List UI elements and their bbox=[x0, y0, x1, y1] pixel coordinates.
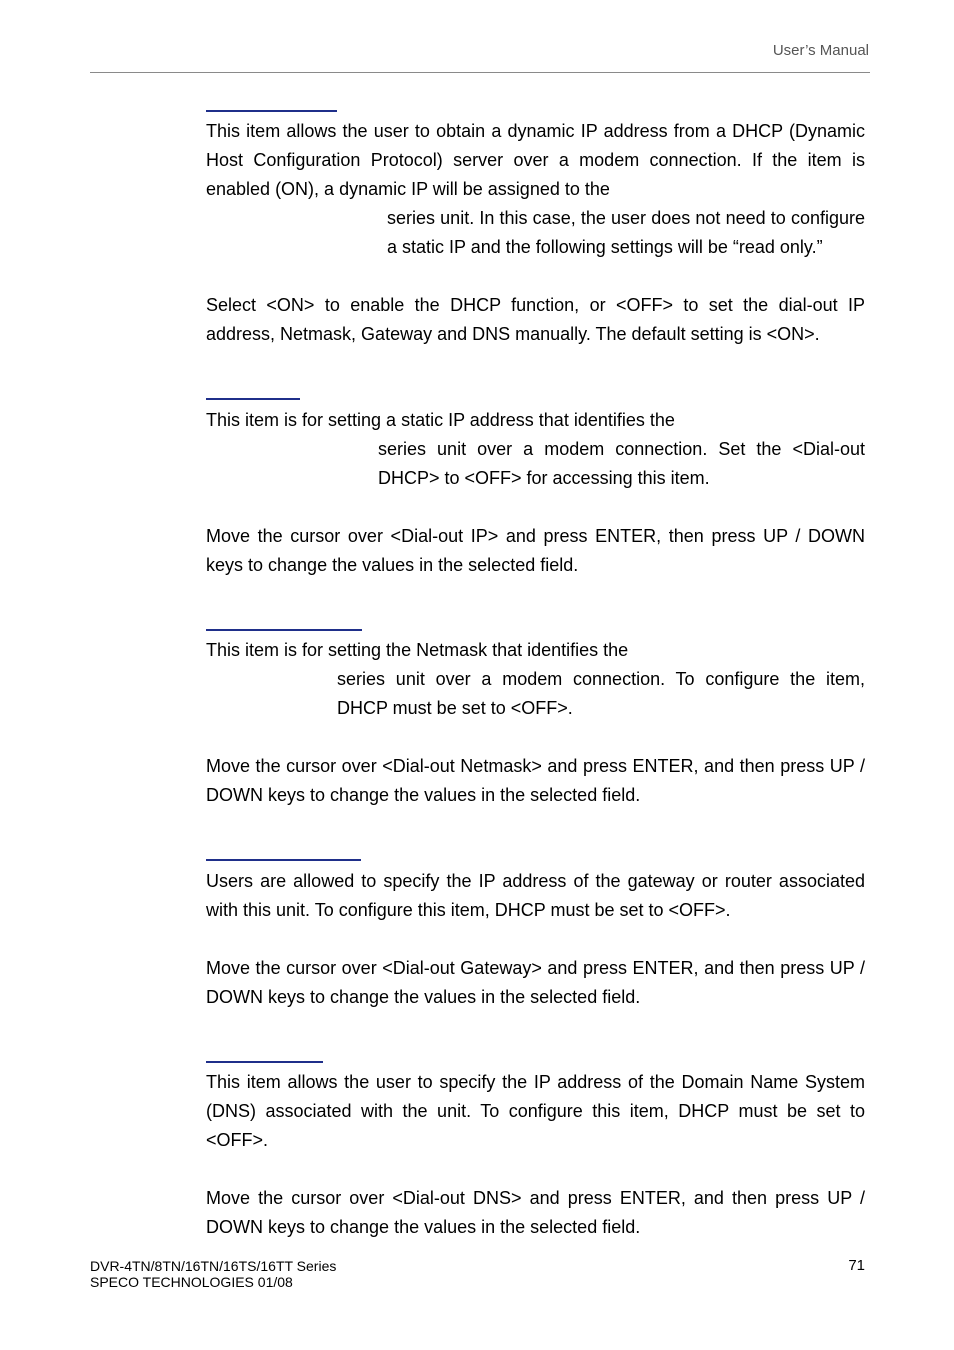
section-dialout-ip bbox=[206, 398, 865, 580]
section-dialout-dhcp bbox=[206, 110, 865, 349]
header-divider bbox=[90, 72, 870, 73]
section-paragraph-continued: series unit. In this case, the user does not need to configure a static IP and the following settings will be “read only.” bbox=[387, 208, 865, 257]
section-paragraph: This item allows the user to specify the IP address of the Domain Name System (DNS) associated with the unit. To configure this item, DHCP must be set to <OFF>. bbox=[206, 1072, 865, 1150]
section-instruction: Move the cursor over <Dial-out DNS> and press ENTER, and then press UP / DOWN keys to change the values in the selected field. bbox=[206, 1188, 865, 1237]
section-instruction: Move the cursor over <Dial-out Gateway> and press ENTER, and then press UP / DOWN keys to change the values in the selected field. bbox=[206, 958, 865, 1007]
section-heading-rule bbox=[206, 1061, 323, 1063]
section-paragraph: This item is for setting the Netmask that identifies the bbox=[206, 640, 629, 660]
section-dialout-dns bbox=[206, 1061, 865, 1242]
section-heading-rule bbox=[206, 629, 362, 631]
section-heading-rule bbox=[206, 398, 300, 400]
section-paragraph: This item allows the user to obtain a dynamic IP address from a DHCP (Dynamic Host Configuration Protocol) server over a modem connection. If the item is enabled (ON), a dynamic IP will be assigned to the bbox=[206, 121, 865, 199]
section-heading-rule bbox=[206, 859, 361, 861]
section-heading-rule bbox=[206, 110, 337, 112]
footer-model-series: DVR-4TN/8TN/16TN/16TS/16TT Series bbox=[90, 1258, 337, 1274]
section-paragraph: Users are allowed to specify the IP address of the gateway or router associated with this unit. To configure this item, DHCP must be set to <OFF>. bbox=[206, 871, 865, 920]
footer-company-date: SPECO TECHNOLOGIES 01/08 bbox=[90, 1274, 293, 1290]
section-dialout-gateway bbox=[206, 859, 865, 1012]
footer bbox=[90, 1258, 336, 1290]
section-paragraph: This item is for setting a static IP address that identifies the bbox=[206, 410, 675, 430]
page-number: 71 bbox=[848, 1257, 865, 1274]
header-title: User’s Manual bbox=[772, 42, 869, 59]
section-instruction: Move the cursor over <Dial-out Netmask> and press ENTER, and then press UP / DOWN keys to change the values in the selected field. bbox=[206, 756, 865, 805]
section-paragraph-continued: series unit over a modem connection. To configure the item, DHCP must be set to <OFF>. bbox=[337, 669, 865, 718]
section-paragraph-continued: series unit over a modem connection. Set the <Dial-out DHCP> to <OFF> for accessing this item. bbox=[378, 439, 865, 488]
section-instruction: Move the cursor over <Dial-out IP> and press ENTER, then press UP / DOWN keys to change the values in the selected field. bbox=[206, 526, 865, 575]
section-instruction: Select <ON> to enable the DHCP function, or <OFF> to set the dial-out IP address, Netmask, Gateway and DNS manually. The default setting is <ON>. bbox=[206, 295, 865, 344]
section-dialout-netmask bbox=[206, 629, 865, 810]
